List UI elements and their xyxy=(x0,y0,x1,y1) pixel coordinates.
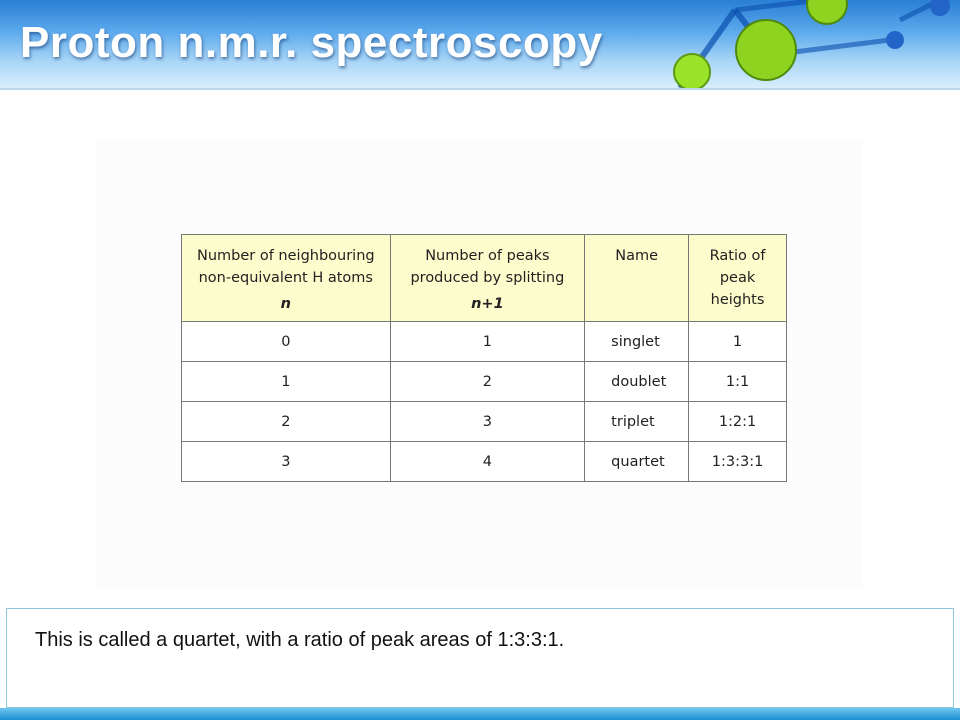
table-header-row xyxy=(182,235,787,322)
cell-neighbours: 3 xyxy=(182,442,391,482)
cell-peaks: 4 xyxy=(390,442,585,482)
header-name: Name xyxy=(585,235,689,322)
cell-ratio: 1:2:1 xyxy=(689,402,787,442)
cell-neighbours: 1 xyxy=(182,362,391,402)
table-row xyxy=(182,362,787,402)
cell-name: quartet xyxy=(585,442,689,482)
cell-peaks: 3 xyxy=(390,402,585,442)
title-banner xyxy=(0,0,960,88)
cell-name: triplet xyxy=(585,402,689,442)
variable-n: n xyxy=(280,296,291,312)
footer-bar xyxy=(0,708,960,720)
table-row xyxy=(182,322,787,362)
header-ratio: Ratio of peak heights xyxy=(689,235,787,322)
cell-peaks: 2 xyxy=(390,362,585,402)
slide-title: Proton n.m.r. spectroscopy xyxy=(20,18,603,67)
table-row xyxy=(182,402,787,442)
cell-neighbours: 0 xyxy=(182,322,391,362)
cell-ratio: 1 xyxy=(689,322,787,362)
variable-n-plus-1: n+1 xyxy=(471,296,504,312)
caption-text: This is called a quartet, with a ratio of peak areas of 1:3:3:1. xyxy=(35,629,565,651)
cell-peaks: 1 xyxy=(390,322,585,362)
molecule-icon xyxy=(640,0,960,88)
header-neighbouring-h: Number of neighbouring non-equivalent H atoms n xyxy=(182,235,391,322)
splitting-table xyxy=(181,234,787,482)
header-divider xyxy=(0,88,960,90)
cell-ratio: 1:1 xyxy=(689,362,787,402)
cell-ratio: 1:3:3:1 xyxy=(689,442,787,482)
cell-name: doublet xyxy=(585,362,689,402)
cell-name: singlet xyxy=(585,322,689,362)
caption-box xyxy=(6,608,954,708)
table-row xyxy=(182,442,787,482)
header-number-of-peaks: Number of peaks produced by splitting n+1 xyxy=(390,235,585,322)
cell-neighbours: 2 xyxy=(182,402,391,442)
